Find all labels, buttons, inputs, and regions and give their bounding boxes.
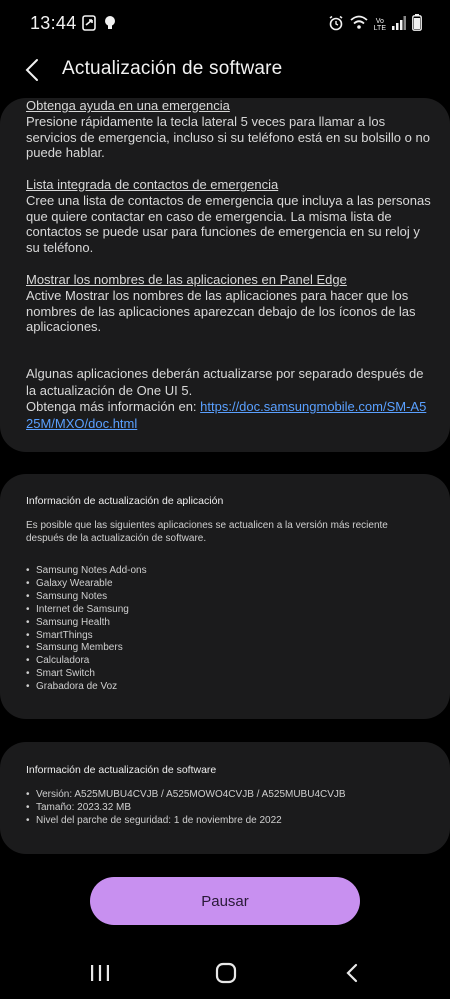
app-update-title: Información de actualización de aplicación	[26, 495, 224, 507]
app-list-item	[26, 681, 147, 694]
app-list-item	[26, 578, 147, 591]
bullet-icon: •	[26, 642, 30, 654]
feature-emergency-help	[26, 98, 431, 161]
bullet-icon: •	[26, 616, 30, 628]
update-note	[26, 366, 431, 432]
signal-icon	[392, 16, 406, 35]
software-info-item	[26, 789, 346, 802]
recents-icon[interactable]	[86, 959, 114, 987]
screenshot-icon	[82, 15, 96, 36]
pause-button[interactable]: Pausar	[90, 877, 360, 925]
bullet-icon: •	[26, 681, 30, 693]
software-info-text: Nivel del parche de seguridad: 1 de noviembre de 2022	[36, 814, 282, 826]
app-list	[26, 565, 147, 694]
bullet-icon: •	[26, 577, 30, 589]
software-info-text: Versión: A525MUBU4CVJB / A525MOWO4CVJB / A525MUBU4CVJB	[36, 789, 346, 800]
app-update-description: Es posible que las siguientes aplicaciones se actualicen a la versión más reciente después de la actualización de software.	[26, 520, 388, 544]
app-list-item	[26, 668, 147, 681]
bullet-icon: •	[26, 629, 30, 641]
status-time: 13:44	[30, 13, 77, 33]
software-info-item	[26, 815, 346, 828]
bulb-icon	[104, 15, 116, 36]
app-list-item	[26, 591, 147, 604]
page-title: Actualización de software	[62, 58, 283, 79]
app-name: Galaxy Wearable	[36, 577, 113, 589]
software-info-title: Información de actualización de software	[26, 764, 217, 776]
bullet-icon: •	[26, 565, 30, 576]
app-name: Calculadora	[36, 655, 90, 667]
app-list-item	[26, 604, 147, 617]
app-list-item	[26, 655, 147, 668]
more-info-line	[26, 399, 431, 432]
app-name: SmartThings	[36, 629, 93, 641]
bullet-icon: •	[26, 590, 30, 602]
back-button[interactable]	[18, 56, 46, 84]
app-list-item	[26, 565, 147, 578]
home-icon[interactable]	[212, 959, 240, 987]
feature-title: Obtenga ayuda en una emergencia	[26, 98, 230, 113]
release-notes-card	[0, 98, 450, 452]
bullet-icon: •	[26, 655, 30, 667]
app-name: Smart Switch	[36, 668, 95, 680]
navigation-bar	[0, 945, 450, 999]
status-bar	[0, 0, 450, 50]
doc-link[interactable]: https://doc.samsungmobile.com/SM-A525M/MXO/doc.html	[26, 399, 427, 431]
software-info-text: Tamaño: 2023.32 MB	[36, 801, 132, 813]
volte-label-top: Vo	[375, 18, 384, 25]
software-info-card	[0, 742, 450, 854]
bullet-icon: •	[26, 789, 30, 800]
app-list-item	[26, 630, 147, 643]
software-info-item	[26, 802, 346, 815]
note-text: Algunas aplicaciones deberán actualizarse por separado después de la actualización de One UI 5.	[26, 366, 424, 398]
volte-icon	[374, 18, 386, 32]
feature-body: Active Mostrar los nombres de las aplicaciones para hacer que los nombres de las aplicaciones aparezcan debajo de los íconos de las aplicaciones.	[26, 288, 416, 335]
feature-title: Mostrar los nombres de las aplicaciones en Panel Edge	[26, 272, 347, 287]
feature-emergency-contacts	[26, 177, 431, 256]
feature-body: Cree una lista de contactos de emergencia que incluya a las personas que quiere contactar en caso de emergencia. La misma lista de contactos se puede usar para funciones de emergencia en su reloj y su teléfono.	[26, 193, 431, 256]
app-name: Samsung Health	[36, 616, 110, 628]
feature-title: Lista integrada de contactos de emergencia	[26, 177, 279, 192]
wifi-icon	[350, 15, 368, 36]
app-name: Samsung Notes Add-ons	[36, 565, 147, 576]
app-name: Samsung Notes	[36, 590, 108, 602]
back-icon[interactable]	[338, 959, 366, 987]
battery-icon	[412, 14, 422, 36]
app-list-item	[26, 617, 147, 630]
alarm-icon	[328, 15, 344, 36]
feature-edge-panel-names	[26, 272, 431, 335]
bullet-icon: •	[26, 603, 30, 615]
app-name: Grabadora de Voz	[36, 681, 118, 693]
more-info-label: Obtenga más información en:	[26, 399, 201, 414]
app-bar	[0, 50, 450, 90]
app-name: Samsung Members	[36, 642, 123, 654]
app-name: Internet de Samsung	[36, 603, 129, 615]
feature-body: Presione rápidamente la tecla lateral 5 veces para llamar a los servicios de emergencia, incluso si su teléfono está en su bolsillo o no puede hablar.	[26, 114, 430, 161]
chevron-left-icon	[25, 58, 39, 82]
bullet-icon: •	[26, 668, 30, 680]
software-info-list	[26, 789, 346, 828]
volte-label-bottom: LTE	[373, 25, 386, 32]
app-list-item	[26, 642, 147, 655]
bullet-icon: •	[26, 801, 30, 813]
bullet-icon: •	[26, 814, 30, 826]
app-update-card	[0, 474, 450, 719]
